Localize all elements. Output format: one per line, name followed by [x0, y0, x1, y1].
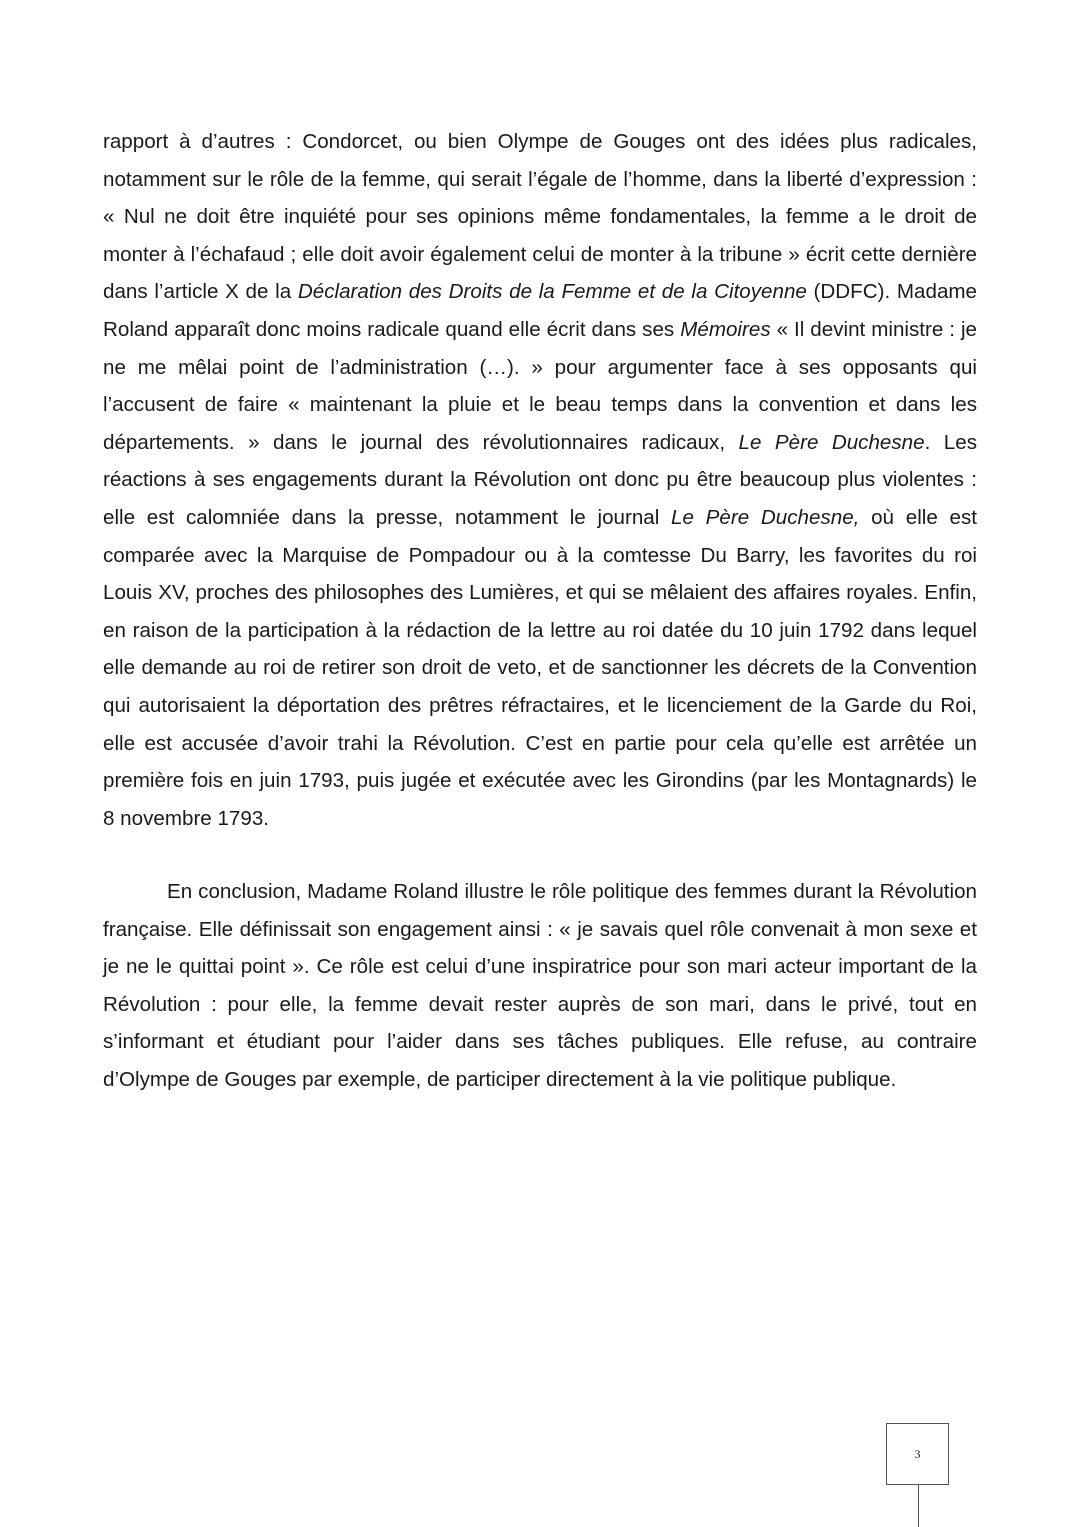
- conclusion-paragraph: [103, 873, 977, 1099]
- page-number-connector-line: [918, 1485, 919, 1527]
- paragraph-1-text-e: où elle est comparée avec la Marquise de Pompadour ou à la comtesse Du Barry, les favorites du roi Louis XV, proches des philosophes des Lumières, et qui se mêlaient des affaires royales. Enfin, en raison de la participation à la rédaction de la lettre au roi datée du 10 juin 1792 dans lequel elle demande au roi de retirer son droit de veto, et de sanctionner les décrets de la Convention qui autorisaient la déportation des prêtres réfractaires, et le licenciement de la Garde du Roi, elle est accusée d’avoir trahi la Révolution. C’est en partie pour cela qu’elle est arrêtée un première fois en juin 1793, puis jugée et exécutée avec les Girondins (par les Montagnards) le 8 novembre 1793.: [103, 505, 977, 830]
- ddfc-title-italic: Déclaration des Droits de la Femme et de la Citoyenne: [297, 280, 807, 304]
- page-number: 3: [914, 1446, 921, 1461]
- pere-duchesne-title-italic-2: Le Père Duchesne,: [671, 505, 860, 529]
- paragraph-1-text-b: (DDFC). Madame Roland apparaît donc moins radicale quand elle écrit dans ses: [103, 280, 978, 341]
- memoires-title-italic: Mémoires: [680, 317, 771, 341]
- page-number-box: [886, 1423, 949, 1485]
- paragraph-1-text-d: . Les réactions à ses engagements durant la Révolution ont donc pu être beaucoup plus violentes : elle est calomniée dans la presse, notamment le journal: [103, 430, 977, 529]
- pere-duchesne-title-italic-1: Le Père Duchesne: [738, 430, 925, 454]
- paragraph-1-text-a: rapport à d’autres : Condorcet, ou bien Olympe de Gouges ont des idées plus radicales, notamment sur le rôle de la femme, qui serait l’égale de l’homme, dans la liberté d’expression : « Nul ne doit être inquiété pour ses opinions même fondamentales, la femme a le droit de monter à l’échafaud ; elle doit avoir également celui de monter à la tribune » écrit cette dernière dans l’article X de la: [103, 130, 977, 304]
- body-paragraph-1: [103, 123, 977, 837]
- paragraph-1-text-c: « Il devint ministre : je ne me mêlai point de l’administration (…). » pour argumenter face à ses opposants qui l’accusent de faire « maintenant la pluie et le beau temps dans la convention et dans les départements. » dans le journal des révolutionnaires radicaux,: [103, 317, 978, 454]
- conclusion-text: En conclusion, Madame Roland illustre le rôle politique des femmes durant la Révolution française. Elle définissait son engagement ainsi : « je savais quel rôle convenait à mon sexe et je ne le quittai point ». Ce rôle est celui d’une inspiratrice pour son mari acteur important de la Révolution : pour elle, la femme devait rester auprès de son mari, dans le privé, tout en s’informant et étudiant pour l’aider dans ses tâches publiques. Elle refuse, au contraire d’Olympe de Gouges par exemple, de participer directement à la vie politique publique.: [103, 880, 977, 1091]
